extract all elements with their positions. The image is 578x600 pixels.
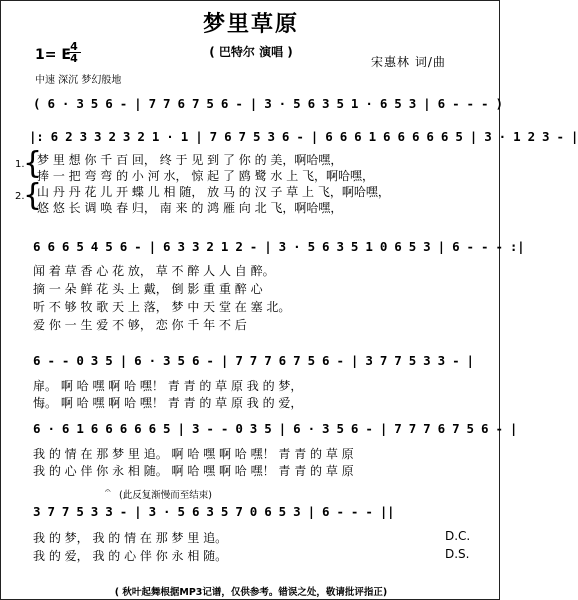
key-signature: 1= E bbox=[35, 47, 71, 63]
dc-marking: D.C. bbox=[445, 529, 471, 543]
lyric-line: 摘 一 朵 鲜 花 头 上 戴， 倒 影 重 重 醉 心 bbox=[33, 282, 263, 296]
verse-number-1: 1. bbox=[15, 159, 25, 170]
time-signature-bottom: 4 bbox=[70, 52, 78, 65]
lyric-line: 梦 里 想 你 千 百 回， 终 于 见 到 了 你 的 美，啊哈嘿， bbox=[37, 153, 343, 167]
ds-marking: D.S. bbox=[445, 547, 470, 561]
notation-line-2: 6 6 6 5 4 5 6 - | 6 3 3 2 1 2 - | 3 · 5 6 3 5 1 0 6 5 3 | 6 - - - :| bbox=[33, 239, 525, 254]
notation-line-intro: ( 6 · 3 5 6 - | 7 7 6 7 5 6 - | 3 · 5 6 3 5 1 · 6 5 3 | 6 - - - ) bbox=[33, 96, 503, 111]
performer-subtitle: ( 巴特尔 演唱 ) bbox=[209, 45, 293, 59]
verse-number-2: 2. bbox=[15, 191, 25, 202]
lyric-line: 山 丹 丹 花 儿 开 蝶 儿 相 随， 放 马 的 汉 子 草 上 飞，啊哈嘿， bbox=[37, 185, 390, 199]
lyric-line: 听 不 够 牧 歌 天 上 落， 梦 中 天 堂 在 塞 北。 bbox=[33, 300, 291, 314]
lyric-line: 悔。 啊 哈 嘿 啊 哈 嘿！ 青 青 的 草 原 我 的 爱， bbox=[33, 396, 303, 410]
transcription-footnote: ( 秋叶起舞根据MP3记谱，仅供参考。错误之处，敬请批评指正) bbox=[114, 587, 388, 598]
composer-credit: 宋惠林 词/曲 bbox=[371, 55, 446, 69]
time-signature bbox=[67, 41, 81, 64]
tempo-marking: 中速 深沉 梦幻般地 bbox=[35, 75, 122, 86]
lyric-line: 捧 一 把 弯 弯 的 小 河 水， 惊 起 了 鸥 鹭 水 上 飞，啊哈嘿， bbox=[37, 169, 375, 183]
lyric-line: 我 的 爱， 我 的 心 伴 你 永 相 随。 bbox=[33, 549, 228, 563]
lyric-line: 我 的 梦， 我 的 情 在 那 梦 里 追。 bbox=[33, 531, 228, 545]
lyric-line: 闻 着 草 香 心 花 放， 草 不 醉 人 人 自 醉。 bbox=[33, 264, 275, 278]
notation-line-3: 6 - - 0 3 5 | 6 · 3 5 6 - | 7 7 7 6 7 5 6 - | 3 7 7 5 3 3 - | bbox=[33, 353, 474, 368]
verse-brace-1: { bbox=[23, 146, 43, 181]
verse-brace-2: { bbox=[23, 178, 43, 213]
notation-line-5: 3 7 7 5 3 3 - | 3 · 5 6 3 5 7 0 6 5 3 | 6 - - - || bbox=[33, 504, 395, 519]
fermata-sign: 𝄐 bbox=[105, 486, 111, 497]
lyric-line: 爱 你 一 生 爱 不 够， 恋 你 千 年 不 后 bbox=[33, 318, 247, 332]
time-signature-top: 4 bbox=[67, 41, 81, 53]
lyric-line: 扉。 啊 哈 嘿 啊 哈 嘿！ 青 青 的 草 原 我 的 梦， bbox=[33, 379, 303, 393]
notation-line-4: 6 · 6 1 6 6 6 6 6 5 | 3 - - 0 3 5 | 6 · 3 5 6 - | 7 7 7 6 7 5 6 - | bbox=[33, 421, 518, 436]
lyric-line: 我 的 情 在 那 梦 里 追。 啊 哈 嘿 啊 哈 嘿！ 青 青 的 草 原 bbox=[33, 447, 354, 461]
lyric-line: 悠 悠 长 调 唤 春 归， 南 来 的 鸿 雁 向 北 飞，啊哈嘿， bbox=[37, 201, 343, 215]
notation-line-1: |: 6 2 3 3 2 3 2 1 · 1 | 7 6 7 5 3 6 - | 6 6 6 1 6 6 6 6 6 5 | 3 · 1 2 3 - | bbox=[29, 129, 578, 144]
repeat-instruction: (此反复渐慢而至结束) bbox=[119, 490, 212, 501]
lyric-line: 我 的 心 伴 你 永 相 随。 啊 哈 嘿 啊 哈 嘿！ 青 青 的 草 原 bbox=[33, 464, 354, 478]
song-title: 梦里草原 bbox=[202, 12, 299, 37]
